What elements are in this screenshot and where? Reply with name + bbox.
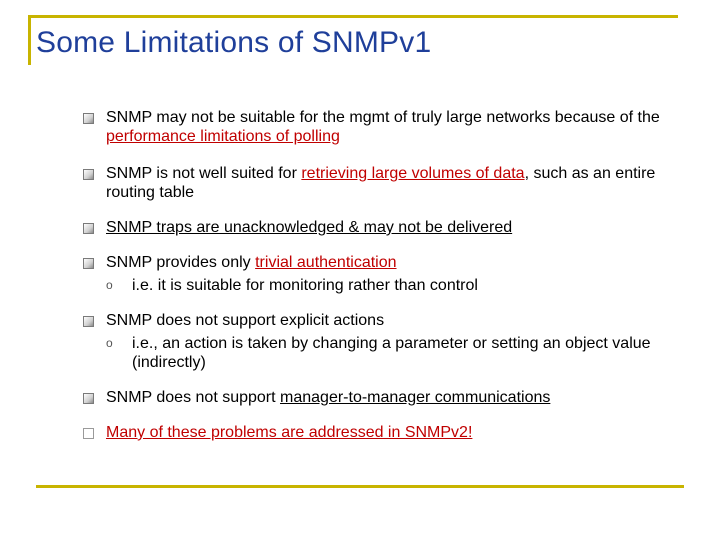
highlight-text: retrieving large volumes of data [301, 165, 525, 182]
sub-bullet: o i.e. it is suitable for monitoring rather than control [106, 277, 478, 294]
square-bullet-icon [83, 223, 94, 234]
bullet-item [80, 423, 705, 442]
highlight-text: Many of these problems are addressed in SNMPv2! [106, 424, 473, 441]
left-rule [28, 15, 31, 65]
bullet-item: SNMP does not support manager-to-manager communications [80, 388, 705, 407]
bullet-item: SNMP does not support explicit actions o i.e., an action is taken by changing a parameter or setting an object value (indirectly) [80, 311, 705, 372]
bullet-item: SNMP is not well suited for retrieving large volumes of data, such as an entire routing table [80, 164, 705, 202]
slide-title: Some Limitations of SNMPv1 [36, 26, 432, 59]
square-bullet-icon [83, 258, 94, 269]
circle-bullet-icon: o [106, 278, 113, 292]
square-bullet-icon [83, 393, 94, 404]
square-bullet-icon [83, 428, 94, 439]
highlight-text: trivial authentication [255, 254, 397, 271]
bullet-item: SNMP traps are unacknowledged & may not be delivered [80, 218, 705, 237]
top-rule [28, 15, 678, 18]
bullet-item: SNMP provides only trivial authentication o i.e. it is suitable for monitoring rather than control [80, 253, 705, 295]
bottom-rule [36, 485, 684, 488]
square-bullet-icon [83, 316, 94, 327]
square-bullet-icon [83, 113, 94, 124]
sub-bullet: o i.e., an action is taken by changing a parameter or setting an object value (indirectly) [106, 335, 651, 371]
highlight-text: performance limitations of polling [106, 128, 340, 145]
circle-bullet-icon: o [106, 336, 113, 350]
square-bullet-icon [83, 169, 94, 180]
bullet-list [80, 108, 705, 442]
bullet-item: SNMP may not be suitable for the mgmt of truly large networks because of the performance limitations of polling [80, 108, 705, 146]
